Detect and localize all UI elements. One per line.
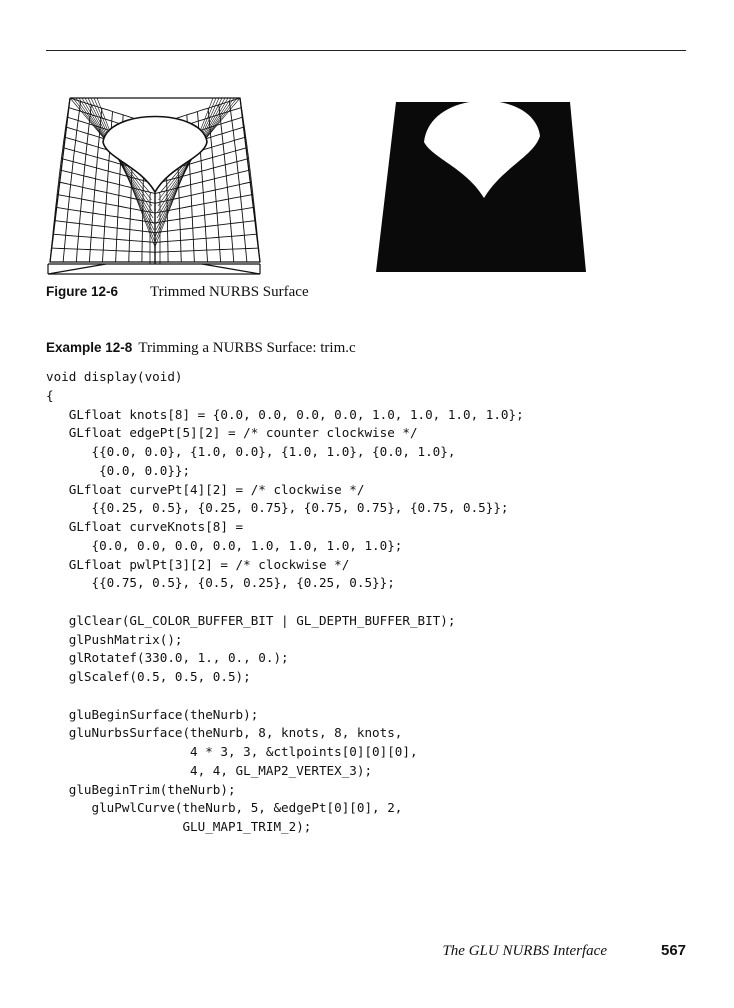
code-line: glClear(GL_COLOR_BUFFER_BIT | GL_DEPTH_BUFFER_BIT); [46, 612, 456, 628]
figure-label: Figure 12-6 [46, 284, 119, 299]
code-line: GLfloat edgePt[5][2] = /* counter clockwise */ [46, 425, 418, 441]
code-line: { [46, 387, 54, 403]
code-line: GLfloat pwlPt[3][2] = /* clockwise */ [46, 556, 350, 572]
code-line: GLU_MAP1_TRIM_2); [46, 819, 312, 834]
wireframe-base [48, 264, 260, 274]
code-line: glRotatef(330.0, 1., 0., 0.); [46, 650, 289, 666]
code-line: GLfloat curveKnots[8] = [46, 519, 244, 534]
code-line [46, 687, 524, 706]
example-heading [46, 340, 356, 357]
code-line: {{0.25, 0.5}, {0.25, 0.75}, {0.75, 0.75}, {0.75, 0.5}}; [46, 500, 509, 516]
code-line: {{0.0, 0.0}, {1.0, 0.0}, {1.0, 1.0}, {0.0, 1.0}, [46, 444, 456, 459]
code-line: gluBeginTrim(theNurb); [46, 781, 236, 797]
code-line: void display(void) [46, 369, 183, 384]
figure-caption [46, 284, 309, 301]
code-listing [46, 368, 524, 837]
code-line: glPushMatrix(); [46, 631, 183, 647]
code-line: gluPwlCurve(theNurb, 5, &edgePt[0][0], 2, [46, 800, 403, 816]
code-line: 4, 4, GL_MAP2_VERTEX_3); [46, 762, 373, 778]
code-line: 4 * 3, 3, &ctlpoints[0][0][0], [46, 744, 418, 759]
code-line: gluNurbsSurface(theNurb, 8, knots, 8, knots, [46, 725, 403, 741]
code-line: gluBeginSurface(theNurb); [46, 706, 259, 722]
example-label: Example 12-8 [46, 340, 133, 355]
code-line: {0.0, 0.0, 0.0, 0.0, 1.0, 1.0, 1.0, 1.0}; [46, 537, 403, 553]
code-line: GLfloat curvePt[4][2] = /* clockwise */ [46, 481, 365, 497]
header-rule [46, 50, 686, 51]
running-footer-title: The GLU NURBS Interface [442, 943, 607, 959]
code-line: glScalef(0.5, 0.5, 0.5); [46, 669, 251, 684]
page-number: 567 [661, 942, 687, 959]
code-line: GLfloat knots[8] = {0.0, 0.0, 0.0, 0.0, 1.0, 1.0, 1.0, 1.0}; [46, 406, 524, 422]
figure-caption-text: Trimmed NURBS Surface [150, 284, 309, 300]
code-line: {0.0, 0.0}}; [46, 462, 191, 478]
wireframe-surface-figure [46, 94, 264, 276]
example-title-text: Trimming a NURBS Surface: trim.c [138, 340, 356, 356]
code-line [46, 593, 524, 612]
code-line: {{0.75, 0.5}, {0.5, 0.25}, {0.25, 0.5}}; [46, 575, 395, 591]
solid-surface-figure [374, 86, 588, 274]
trim-hole-outline [103, 117, 207, 193]
